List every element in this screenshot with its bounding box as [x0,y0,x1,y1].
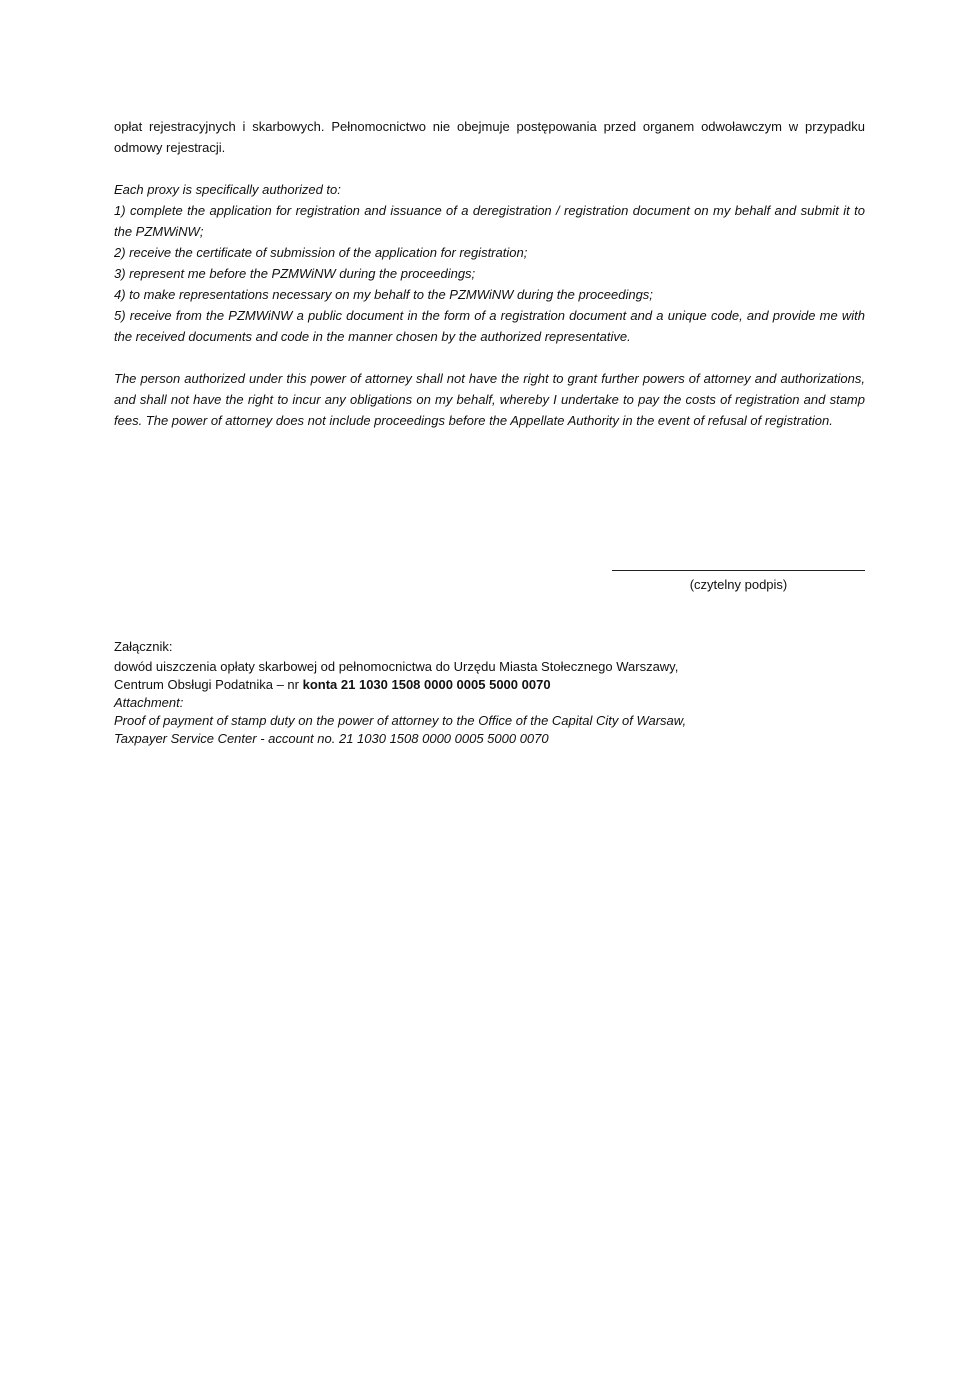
attachment-line-pl-2 [114,676,865,694]
account-number-bold: konta 21 1030 1508 0000 0005 5000 0070 [302,677,551,692]
document-body [114,116,865,431]
attachment-line-en-2: Taxpayer Service Center - account no. 21 1030 1508 0000 0005 5000 0070 [114,731,549,746]
signature-block [612,556,865,594]
attachment-line-pl-2-prefix: Centrum Obsługi Podatnika – nr [114,677,303,692]
scope-item-1: 1) complete the application for registration and issuance of a deregistration / registration document on my behalf and submit it to the PZMWiNW; [114,203,865,239]
paragraph-gap [114,158,865,179]
signature-line [612,556,865,571]
scope-intro: Each proxy is specifically authorized to: [114,182,341,197]
attachment-section [114,638,865,748]
signature-caption: (czytelny podpis) [689,577,788,592]
english-scope-section [114,179,865,347]
scope-item-5: 5) receive from the PZMWiNW a public document in the form of a registration document and a unique code, and provide me with the received documents and code in the manner chosen by the authorized representative. [114,308,865,344]
attachment-title-pl: Załącznik: [114,639,173,654]
english-limits-paragraph: The person authorized under this power of attorney shall not have the right to grant further powers of attorney and authorizations, and shall not have the right to incur any obligations on my behalf, whereby I undertake to pay the costs of registration and stamp fees. The power of attorney does not include proceedings before the Appellate Authority in the event of refusal of registration. [114,371,865,428]
scope-item-3: 3) represent me before the PZMWiNW during the proceedings; [114,266,476,281]
scope-item-4: 4) to make representations necessary on my behalf to the PZMWiNW during the proceedings; [114,287,653,302]
attachment-title-en: Attachment: [114,695,184,710]
attachment-line-en-1: Proof of payment of stamp duty on the power of attorney to the Office of the Capital City of Warsaw, [114,713,687,728]
paragraph-gap [114,347,865,368]
polish-clause-continuation: opłat rejestracyjnych i skarbowych. Pełnomocnictwo nie obejmuje postępowania przed organem odwoławczym w przypadku odmowy rejestracji. [114,119,865,155]
scope-item-2: 2) receive the certificate of submission of the application for registration; [114,245,528,260]
attachment-line-pl-1: dowód uiszczenia opłaty skarbowej od pełnomocnictwa do Urzędu Miasta Stołecznego Warszawy, [114,659,679,674]
